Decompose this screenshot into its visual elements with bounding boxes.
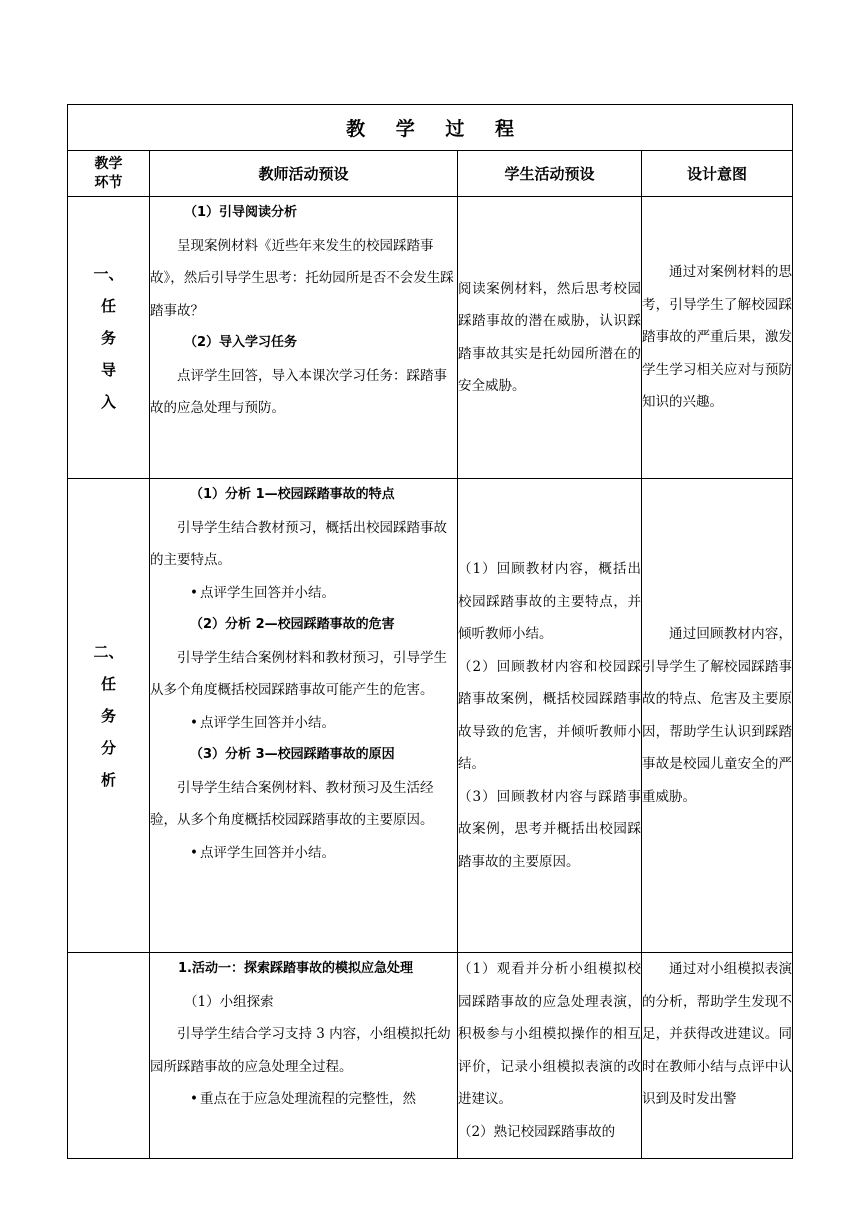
teacher-paragraph: 引导学生结合学习支持 3 内容，小组模拟托幼园所踩踏事故的应急处理全过程。 (150, 1026, 451, 1075)
teacher-paragraph: 呈现案例材料《近些年来发生的校园踩踏事故》，然后引导学生思考：托幼园所是否不会发生踩踏事故？ (150, 237, 454, 319)
stage-number: 一、 (93, 264, 124, 283)
design-paragraph: 通过对案例材料的思考，引导学生了解校园踩踏事故的严重后果，激发学生学习相关应对与预防知识的兴趣。 (642, 264, 793, 411)
table-row (68, 197, 793, 479)
teacher-paragraph: 引导学生结合教材预习，概括出校园踩踏事故的主要特点。 (150, 519, 447, 568)
design-intent-cell (642, 479, 793, 953)
teacher-subheading: （2）导入学习任务 (184, 335, 298, 350)
stage-number: 二、 (93, 642, 124, 661)
student-activity-cell (458, 197, 642, 479)
student-activity-cell (458, 479, 642, 953)
table-row (68, 953, 793, 1159)
student-paragraph: 阅读案例材料，然后思考校园踩踏事故的潜在威胁，认识踩踏事故其实是托幼园所潜在的安全威胁。 (458, 280, 641, 394)
design-intent-cell (642, 197, 793, 479)
stage-label-1: 任 务 (100, 674, 128, 725)
student-paragraph: （1）回顾教材内容，概括出校园踩踏事故的主要特点，并倾听教师小结。 (458, 561, 641, 642)
teacher-activity-cell (150, 197, 458, 479)
design-intent-cell (642, 953, 793, 1159)
header-design: 设计意图 (642, 151, 793, 197)
teaching-process-table (67, 104, 793, 1159)
teacher-bullet: • 重点在于应急处理流程的完整性，然 (150, 1083, 457, 1116)
teacher-subheading: 1.活动一：探索踩踏事故的模拟应急处理 (178, 961, 413, 976)
header-teacher: 教师活动预设 (150, 151, 458, 197)
teacher-subheading-plain: （1）小组探索 (184, 993, 274, 1010)
teacher-paragraph: 引导学生结合案例材料和教材预习，引导学生从多个角度概括校园踩踏事故可能产生的危害。 (150, 649, 447, 698)
teacher-subheading: （1）分析 1—校园踩踏事故的特点 (190, 487, 395, 502)
teacher-activity-cell (150, 479, 458, 953)
header-stage (68, 151, 150, 197)
stage-cell (68, 953, 150, 1159)
teacher-bullet: • 点评学生回答并小结。 (150, 707, 457, 740)
stage-label-2: 导 入 (100, 360, 128, 411)
student-paragraph: （2）回顾教材内容和校园踩踏事故案例，概括校园踩踏事故导致的危害，并倾听教师小结。 (458, 658, 641, 772)
teacher-subheading: （3）分析 3—校园踩踏事故的原因 (190, 747, 395, 762)
table-row (68, 479, 793, 953)
student-activity-cell (458, 953, 642, 1159)
teacher-subheading: （1）引导阅读分析 (184, 205, 298, 220)
table-title: 教 学 过 程 (346, 118, 526, 140)
student-paragraph: （1）观看并分析小组模拟校园踩踏事故的应急处理表演，积极参与小组模拟操作的相互评价，记录小组模拟表演的改进建议。 (458, 961, 641, 1107)
header-stage-line1: 教学 (94, 155, 123, 172)
student-paragraph: （2）熟记校园踩踏事故的 (458, 1123, 616, 1140)
teacher-bullet: • 点评学生回答并小结。 (150, 837, 457, 870)
stage-label-1: 任 务 (100, 296, 128, 347)
teacher-paragraph: 引导学生结合案例材料、教材预习及生活经验，从多个角度概括校园踩踏事故的主要原因。 (150, 779, 434, 828)
teacher-activity-cell (150, 953, 458, 1159)
design-paragraph: 通过回顾教材内容，引导学生了解校园踩踏事故的特点、危害及主要原因，帮助学生认识到踩踏事故是校园儿童安全的严重威胁。 (642, 626, 793, 805)
header-student: 学生活动预设 (458, 151, 642, 197)
teacher-subheading: （2）分析 2—校园踩踏事故的危害 (190, 617, 395, 632)
teacher-paragraph: 点评学生回答，导入本课次学习任务：踩踏事故的应急处理与预防。 (150, 367, 447, 416)
student-paragraph: （3）回顾教材内容与踩踏事故案例，思考并概括出校园踩踏事故的主要原因。 (458, 788, 641, 870)
stage-cell (68, 479, 150, 953)
stage-label-2: 分 析 (100, 738, 128, 789)
design-paragraph: 通过对小组模拟表演的分析，帮助学生发现不足，并获得改进建议。同时在教师小结与点评中认识到及时发出警 (642, 961, 793, 1107)
teacher-bullet: • 点评学生回答并小结。 (150, 577, 457, 610)
stage-cell (68, 197, 150, 479)
table-title-cell (68, 105, 793, 151)
header-stage-line2: 环节 (94, 174, 123, 191)
